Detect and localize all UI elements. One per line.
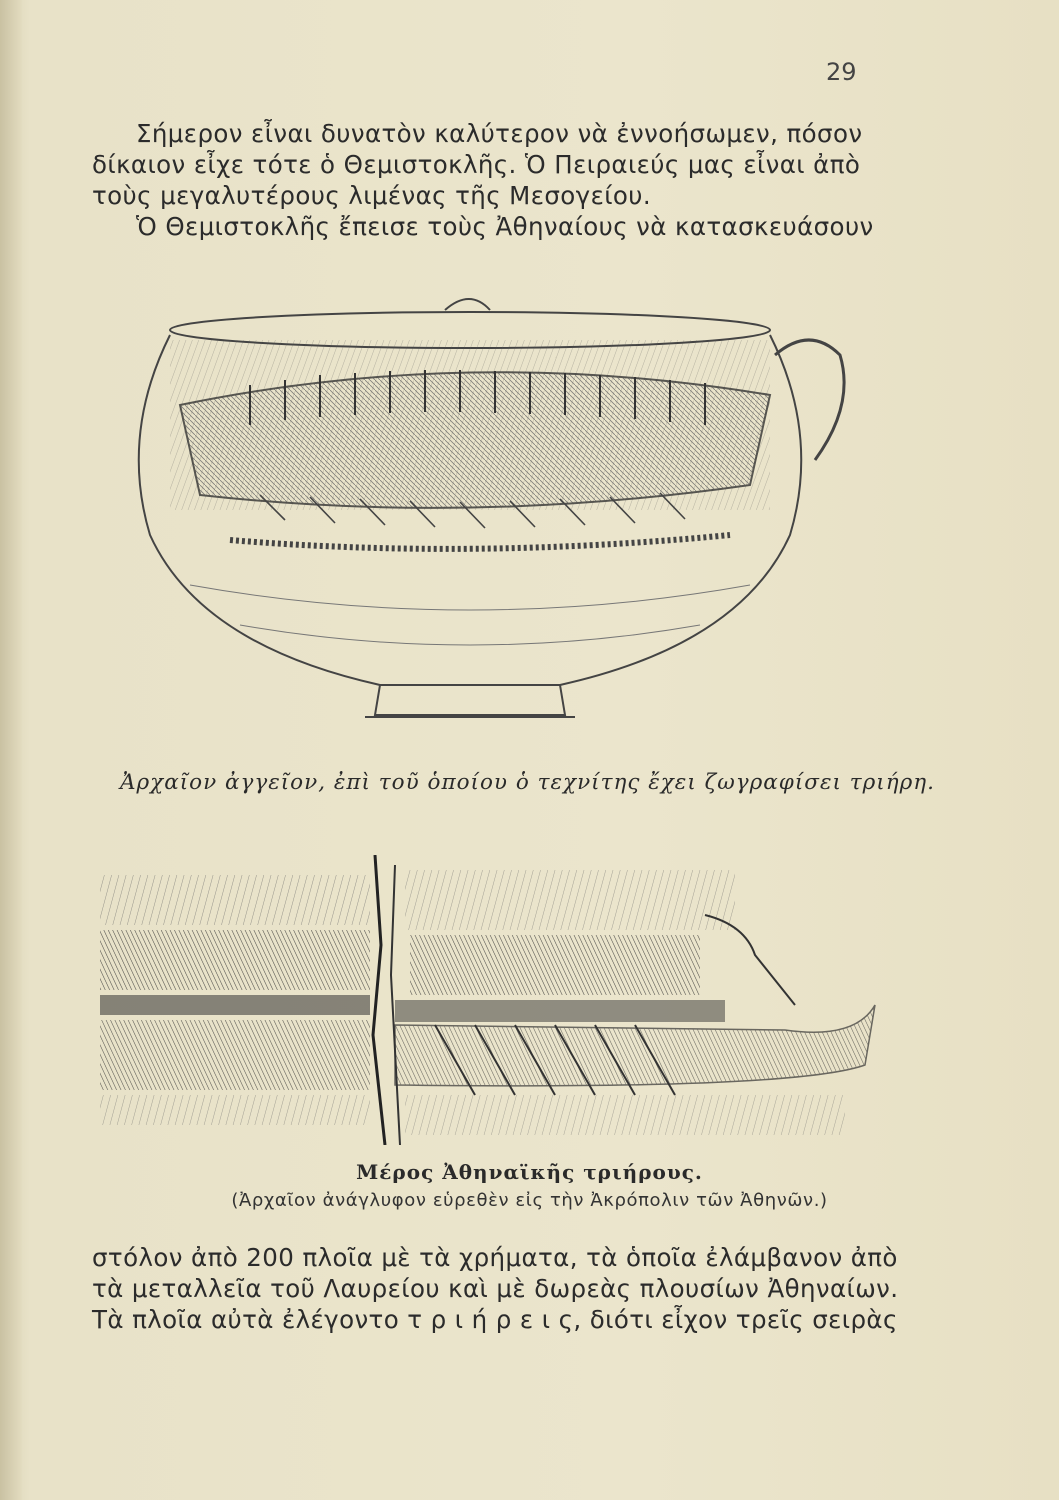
text-line: στόλον ἀπὸ 200 πλοῖα μὲ τὰ χρήματα, τὰ ὁποῖα ἐλάμβανον ἀπὸ bbox=[92, 1243, 898, 1272]
vessel-drawing bbox=[110, 285, 870, 725]
text-line: Ὁ Θεμιστοκλῆς ἔπεισε τοὺς Ἀθηναίους νὰ κατασκευάσουν bbox=[136, 212, 874, 241]
trireme-relief-illustration bbox=[95, 855, 885, 1145]
page-number: 29 bbox=[826, 58, 857, 86]
text-line: τὰ μεταλλεῖα τοῦ Λαυρείου καὶ μὲ δωρεὰς πλουσίων Ἀθηναίων. bbox=[92, 1274, 899, 1303]
relief-drawing bbox=[95, 855, 885, 1145]
relief-caption-subtitle: (Ἀρχαῖον ἀνάγλυφον εὑρεθὲν εἰς τὴν Ἀκρόπολιν τῶν Ἀθηνῶν.) bbox=[231, 1190, 828, 1211]
text-line: τοὺς μεγαλυτέρους λιμένας τῆς Μεσογείου. bbox=[92, 181, 652, 210]
vessel-caption: Ἀρχαῖον ἀγγεῖον, ἐπὶ τοῦ ὁποίου ὁ τεχνίτης ἔχει ζωγραφίσει τριήρη. bbox=[120, 770, 935, 795]
text-line: Σήμερον εἶναι δυνατὸν καλύτερον νὰ ἐννοήσωμεν, πόσον bbox=[136, 119, 863, 148]
top-paragraph bbox=[92, 118, 912, 242]
text-line: Τὰ πλοῖα αὐτὰ ἐλέγοντο τ ρ ι ή ρ ε ι ς, διότι εἶχον τρεῖς σειρὰς bbox=[92, 1305, 898, 1334]
ancient-vessel-illustration bbox=[110, 285, 870, 725]
text-line: δίκαιον εἶχε τότε ὁ Θεμιστοκλῆς. Ὁ Πειραιεύς μας εἶναι ἀπὸ bbox=[92, 150, 861, 179]
page-fold-shadow bbox=[0, 0, 22, 1500]
bottom-paragraph bbox=[92, 1242, 912, 1335]
relief-caption-title: Μέρος Ἀθηναϊκῆς τριήρους. bbox=[356, 1160, 703, 1184]
